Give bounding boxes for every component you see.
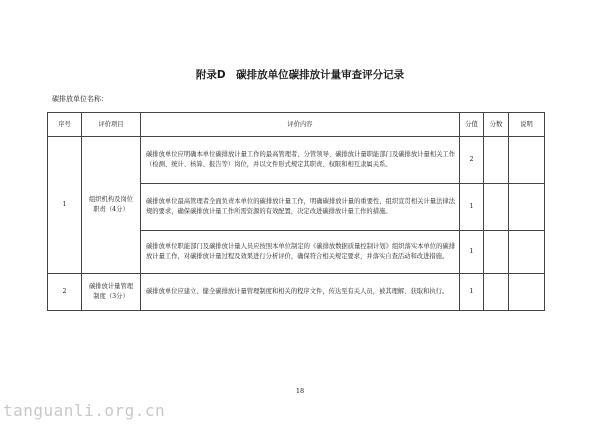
row-mark	[484, 184, 509, 231]
table-row	[48, 137, 545, 184]
header-index: 序号	[48, 113, 82, 137]
row-note	[509, 231, 545, 274]
header-mark: 分数	[484, 113, 509, 137]
watermark: tanguanli.org.cn	[3, 401, 166, 420]
row-content: 碳排放单位职能部门及碳排放计量人员应按照本单位制定的《碳排放数据质量控制计划》组织落实本单位的碳排放计量工作，对碳排放计量过程及效果进行分析评价，确保符合相关规定要求，并落实自查活动和改进措施。	[141, 231, 460, 274]
unit-name-label: 碳排放单位名称：	[52, 95, 108, 103]
evaluation-table	[47, 112, 545, 311]
page-number: 18	[295, 387, 305, 395]
header-content: 评价内容	[141, 113, 460, 137]
row-mark	[484, 137, 509, 184]
group-item: 碳排放计量管理制度（3分）	[82, 274, 141, 311]
table-row	[48, 274, 545, 311]
row-mark	[484, 231, 509, 274]
row-score: 1	[460, 274, 484, 311]
row-content: 碳排放单位最高管理者全面负责本单位的碳排放计量工作，明确碳排放计量的重要性，组织宣贯相关计量法律法规的要求，确保碳排放计量工作所需资源的有效配置，决定改进碳排放计量工作的措施。	[141, 184, 460, 231]
header-note: 说明	[509, 113, 545, 137]
header-score: 分值	[460, 113, 484, 137]
page-title: 附录D 碳排放单位碳排放计量审查评分记录	[195, 69, 405, 81]
row-score: 2	[460, 137, 484, 184]
header-item: 评价项目	[82, 113, 141, 137]
group-index: 1	[48, 137, 82, 274]
group-index: 2	[48, 274, 82, 311]
row-note	[509, 137, 545, 184]
row-note	[509, 184, 545, 231]
row-content: 碳排放单位应建立、健全碳排放计量管理制度和相关的程序文件，传达至有关人员，被其理解、获取和执行。	[141, 274, 460, 311]
row-note	[509, 274, 545, 311]
group-item: 组织机构及岗位职责（4分）	[82, 137, 141, 274]
row-score: 1	[460, 184, 484, 231]
table-header-row	[48, 113, 545, 137]
row-content: 碳排放单位应明确本单位碳排放计量工作的最高管理者、分管领导、碳排放计量职能部门及碳排放计量相关工作（检测、统计、核算、报告等）岗位，并以文件形式规定其职责、权限和相互隶属关系。	[141, 137, 460, 184]
row-score: 1	[460, 231, 484, 274]
row-mark	[484, 274, 509, 311]
